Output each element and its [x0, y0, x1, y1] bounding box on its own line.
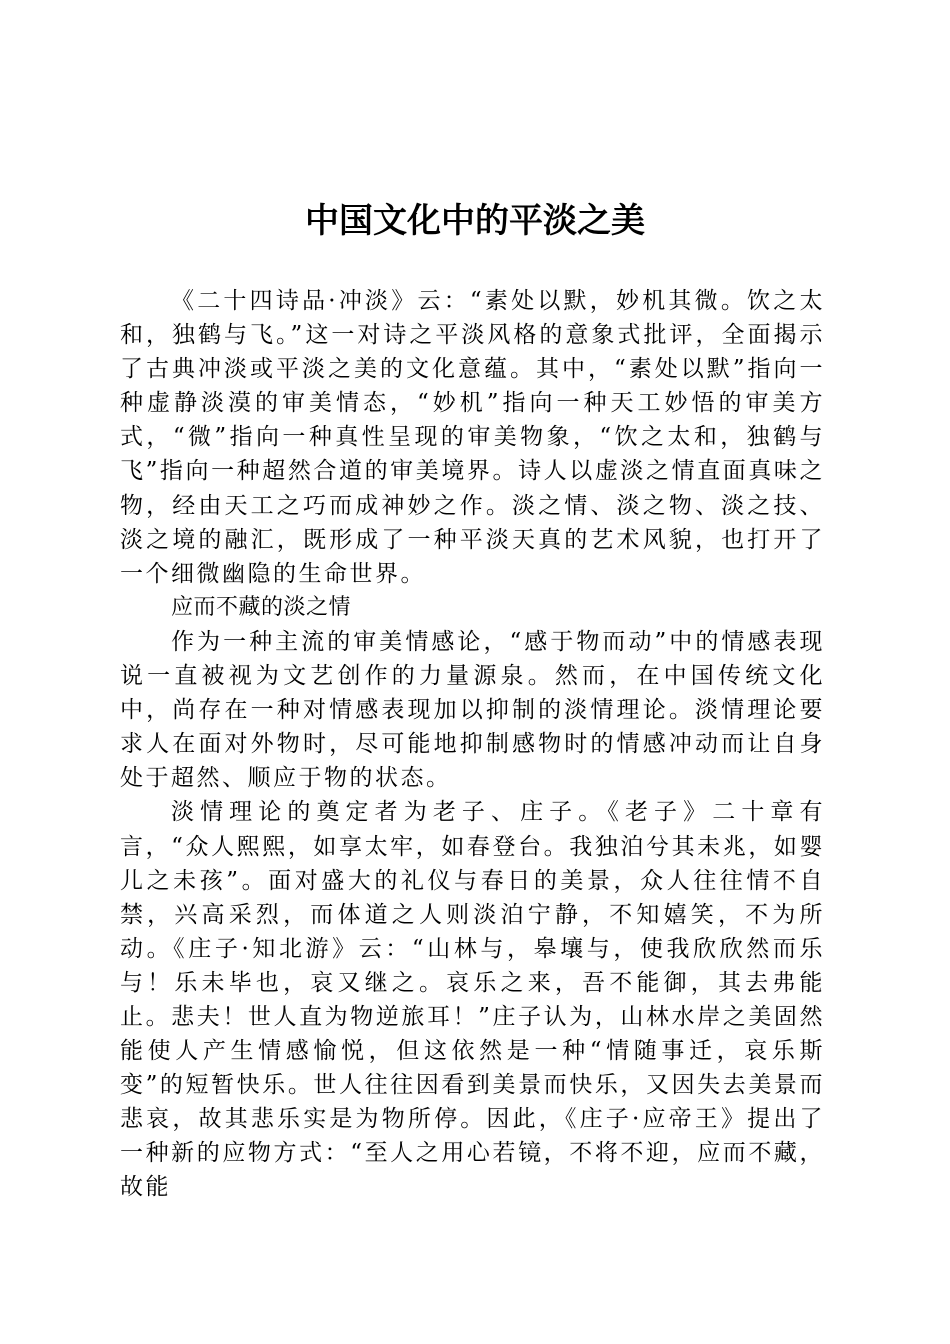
document-title: 中国文化中的平淡之美	[305, 201, 645, 241]
section-paragraph-2: 淡情理论的奠定者为老子、庄子。《老子》二十章有言，“众人熙熙，如享太牢，如春登台。我独泊兮其未兆，如婴儿之未孩”。面对盛大的礼仪与春日的美景，众人往往情不自禁，兴高采烈，而体道之人则淡泊宁静，不知嬉笑，不为所动。《庄子·知北游》云：“山林与，皋壤与，使我欣欣然而乐与！乐未毕也，哀又继之。哀乐之来，吾不能御，其去弗能止。悲夫！世人直为物逆旅耳！”庄子认为，山林水岸之美固然能使人产生情感愉悦，但这依然是一种“情随事迁，哀乐斯变”的短暂快乐。世人往往因看到美景而快乐，又因失去美景而悲哀，故其悲乐实是为物所停。因此，《庄子·应帝王》提出了一种新的应物方式：“至人之用心若镜，不将不迎，应而不藏，故能	[120, 799, 825, 1201]
section-paragraph-1: 作为一种主流的审美情感论，“感于物而动”中的情感表现说一直被视为文艺创作的力量源泉。然而，在中国传统文化中，尚存在一种对情感表现加以抑制的淡情理论。淡情理论要求人在面对外物时，尽可能地抑制感物时的情感冲动而让自身处于超然、顺应于物的状态。	[120, 628, 825, 792]
document-body	[120, 284, 825, 1205]
section-heading: 应而不藏的淡之情	[171, 594, 352, 620]
intro-paragraph: 《二十四诗品·冲淡》云：“素处以默，妙机其微。饮之太和，独鹤与飞。”这一对诗之平淡风格的意象式批评，全面揭示了古典冲淡或平淡之美的文化意蕴。其中，“素处以默”指向一种虚静淡漠的审美情态，“妙机”指向一种天工妙悟的审美方式，“微”指向一种真性呈现的审美物象，“饮之太和，独鹤与飞”指向一种超然合道的审美境界。诗人以虚淡之情直面真味之物，经由天工之巧而成神妙之作。淡之情、淡之物、淡之技、淡之境的融汇，既形成了一种平淡天真的艺术风貌，也打开了一个细微幽隐的生命世界。	[120, 288, 825, 587]
